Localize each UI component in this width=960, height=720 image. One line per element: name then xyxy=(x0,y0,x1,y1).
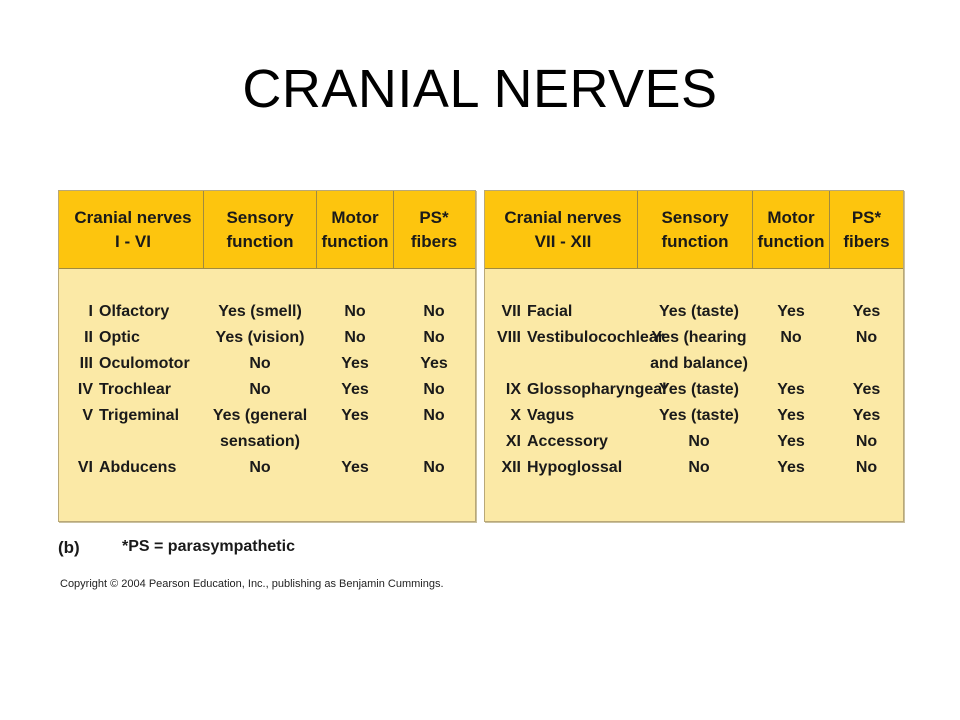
table-row xyxy=(485,351,903,377)
motor-cell: Yes xyxy=(777,433,805,450)
motor-cell: Yes xyxy=(777,407,805,424)
slide-title: CRANIAL NERVES xyxy=(242,59,718,119)
sensory-cell: Yes (taste) xyxy=(658,303,740,320)
nerve-name: Abducens xyxy=(99,459,177,476)
nerve-name: Olfactory xyxy=(99,303,170,320)
nerve-number: III xyxy=(79,355,93,372)
table-row xyxy=(59,403,475,429)
cranial-nerves-table-i-vi xyxy=(58,190,476,522)
table-row xyxy=(59,325,475,351)
sensory-cell: No xyxy=(249,381,271,398)
motor-cell: Yes xyxy=(341,355,369,372)
ps-fibers-cell: No xyxy=(855,459,878,476)
ps-fibers-cell: No xyxy=(423,407,445,424)
sensory-cell: No xyxy=(249,355,271,372)
header-motor-function: Motor function xyxy=(321,207,389,251)
ps-fibers-cell: No xyxy=(423,459,445,476)
table-row xyxy=(59,429,475,455)
motor-cell: Yes xyxy=(341,381,369,398)
header-motor-function: Motor function xyxy=(757,207,825,251)
table-row xyxy=(59,377,475,403)
ps-fibers-cell: No xyxy=(423,303,445,320)
table-row xyxy=(485,325,903,351)
nerve-name: Oculomotor xyxy=(99,355,190,372)
nerve-number: IX xyxy=(505,381,521,398)
sensory-cell: Yes (vision) xyxy=(215,329,305,346)
sensory-cell: sensation) xyxy=(219,433,300,450)
nerve-number: VI xyxy=(77,459,93,476)
ps-fibers-cell: No xyxy=(423,381,445,398)
sensory-cell: Yes (general xyxy=(212,407,308,424)
motor-cell: No xyxy=(344,303,366,320)
nerve-name: Accessory xyxy=(527,433,608,450)
nerve-name: Optic xyxy=(99,329,140,346)
motor-cell: No xyxy=(780,329,802,346)
table-row xyxy=(59,351,475,377)
table-row xyxy=(485,429,903,455)
nerve-number: II xyxy=(84,329,93,346)
copyright-notice: Copyright © 2004 Pearson Education, Inc., publishing as Benjamin Cummings. xyxy=(60,578,444,590)
nerve-number: V xyxy=(82,407,93,424)
sensory-cell: Yes (smell) xyxy=(218,303,302,320)
header-ps-fibers: PS* fibers xyxy=(410,207,458,251)
motor-cell: Yes xyxy=(777,303,805,320)
header-sensory-function: Sensory function xyxy=(661,207,729,251)
sensory-cell: No xyxy=(688,433,710,450)
table-header xyxy=(59,191,475,269)
nerve-number: VII xyxy=(501,303,521,320)
footnote: *PS = parasympathetic xyxy=(122,538,295,555)
nerve-number: XII xyxy=(501,459,521,476)
sensory-cell: No xyxy=(249,459,271,476)
ps-fibers-cell: Yes xyxy=(852,381,881,398)
nerve-name: Vagus xyxy=(527,407,575,424)
ps-fibers-cell: Yes xyxy=(852,303,881,320)
table-header xyxy=(485,191,903,269)
motor-cell: Yes xyxy=(777,459,805,476)
nerve-name: Hypoglossal xyxy=(527,459,623,476)
nerve-number: XI xyxy=(505,433,521,450)
ps-fibers-cell: Yes xyxy=(420,355,448,372)
nerve-name: Facial xyxy=(527,303,573,320)
nerve-name: Glossopharyngeal xyxy=(527,381,667,398)
table-row xyxy=(485,299,903,325)
table-row xyxy=(485,455,903,481)
nerve-number: I xyxy=(88,303,93,320)
figure-label: (b) xyxy=(58,538,80,557)
motor-cell: Yes xyxy=(341,407,369,424)
motor-cell: Yes xyxy=(777,381,805,398)
table-row xyxy=(59,455,475,481)
sensory-cell: Yes (taste) xyxy=(658,381,740,398)
sensory-cell: and balance) xyxy=(650,355,748,372)
header-cranial-nerves: Cranial nerves I - VI xyxy=(74,207,192,251)
sensory-cell: No xyxy=(688,459,710,476)
table-row xyxy=(485,377,903,403)
ps-fibers-cell: No xyxy=(855,433,878,450)
table-row xyxy=(59,299,475,325)
nerve-name: Trigeminal xyxy=(99,407,180,424)
nerve-number: IV xyxy=(77,381,93,398)
sensory-cell: Yes (taste) xyxy=(658,407,740,424)
nerve-name: Vestibulocochlear xyxy=(527,329,664,346)
header-ps-fibers: PS* fibers xyxy=(843,207,890,251)
nerve-name: Trochlear xyxy=(99,381,172,398)
nerve-number: VIII xyxy=(496,329,521,346)
ps-fibers-cell: No xyxy=(423,329,445,346)
cranial-nerves-table-vii-xii xyxy=(484,190,904,522)
header-sensory-function: Sensory function xyxy=(226,207,294,251)
motor-cell: No xyxy=(344,329,366,346)
nerve-number: X xyxy=(510,407,521,424)
ps-fibers-cell: No xyxy=(855,329,878,346)
sensory-cell: Yes (hearing xyxy=(651,329,747,346)
header-cranial-nerves: Cranial nerves VII - XII xyxy=(504,207,622,251)
ps-fibers-cell: Yes xyxy=(852,407,881,424)
motor-cell: Yes xyxy=(341,459,369,476)
table-row xyxy=(485,403,903,429)
